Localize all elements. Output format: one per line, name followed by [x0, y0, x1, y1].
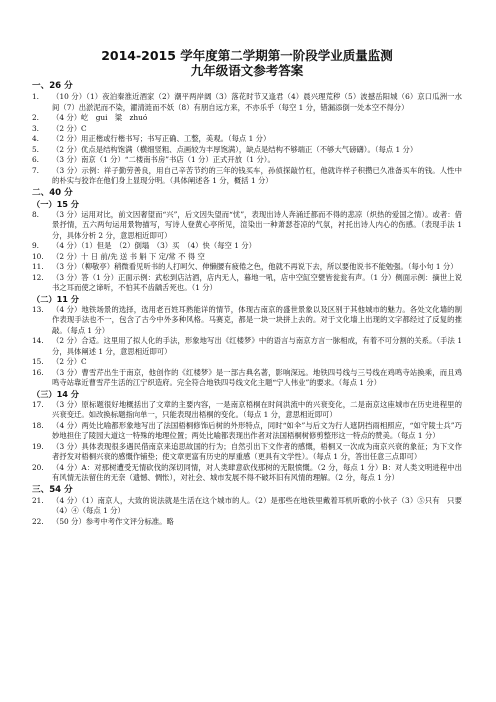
answer-text: （4 分）（1）但是 （2）倒塌 （3）买 （4）快（每空 1 分）	[52, 241, 256, 250]
answer-number: 14.	[32, 336, 44, 345]
answer-item	[32, 357, 462, 368]
answer-number: 5.	[32, 144, 40, 154]
answer-item	[32, 134, 462, 145]
answer-content	[32, 81, 462, 527]
answer-item	[32, 92, 462, 113]
answer-item	[32, 442, 462, 463]
answer-text: （3 分）示例：祥子勤劳善良，用自己辛苦节约的三年的钱买车，孙侦探敲竹杠，他就许样子积攒已久准备买车的钱。人性中的朴实与狡诈在他们身上显现分明。（具体阐述各 1 分，概括 1 分）	[52, 165, 462, 185]
answer-item	[32, 400, 462, 421]
answer-text: （4 分）屹 gui 粱 zhuó	[52, 113, 148, 122]
answer-number: 15.	[32, 357, 44, 366]
answer-item	[32, 463, 462, 484]
answer-number: 4.	[32, 134, 40, 143]
answer-text: （2 分）合适。这里用了拟人化的手法，形象地写出《红楼梦》中的语言与南京方言一脉相成，有着不可分割的关系。（手法 1 分，具体阐述 1 分，意思相近即可）	[52, 336, 462, 356]
answer-number: 16.	[32, 367, 44, 377]
answer-item	[32, 262, 462, 273]
answer-number: 19.	[32, 441, 44, 451]
answer-item	[32, 166, 462, 187]
answer-number: 3.	[32, 123, 40, 133]
answer-number: 10.	[32, 251, 44, 261]
answer-text: （2 分）C	[52, 123, 87, 133]
answer-text: （2 分）优点是结构饱满（横细竖粗、点画较为丰厚饱满），缺点是结构不够端正（不够大气磅礴）。（每点 1 分）	[52, 144, 418, 154]
answer-number: 17.	[32, 399, 44, 409]
answer-item	[32, 273, 462, 294]
answer-text: （2 分）用正楷或行楷书写；书写正确、工整，美观。（每点 1 分）	[52, 134, 271, 143]
answer-text: （3 分）答（1 分）正面示例：武松到店沽酒，店内无人，暮地一吼，店中空缸空甓皆瓮瓮有声。（1 分）侧面示例：摘世上说书之耳而使之谛听，不怕其不齿龋舌死也。（1 分）	[52, 272, 462, 292]
section-heading: 一、26 分	[32, 81, 73, 91]
answer-number: 12.	[32, 272, 44, 282]
answer-text: （3 分）运用对比，前文因奢望而“兴”，后文因失望而“忧”，表现出诗人奔涌迁都而不得的悲凉（炽热的爱国之情）。或者：借景抒情，五六两句运用景物描写，写诗人登黄心亭所见，渲染出一种萧瑟苍凉的气氛，衬托出诗人内心的伤感。（表现手法 1 分，具体分析 2 分，意思相近即可）	[52, 209, 462, 240]
answer-item	[32, 252, 462, 263]
answer-text: （10 分）（1）夜泊秦淮近酒家（2）潮平两岸阔（3）落花时节又逢君（4）晨兴理荒秽（5）波撼岳阳城（6）京口瓜洲一水间（7）出淤泥而不染，濯清涟而不妖（8）有朋自远方来，不亦乐乎（每空 1 分，错漏添倒一处本空不得分）	[52, 92, 462, 112]
answer-number: 6.	[32, 155, 40, 164]
answer-number: 2.	[32, 113, 40, 122]
answer-item	[32, 113, 462, 124]
answer-text: （3 分）原标题很好地概括出了文章的主要内容，一是南京梧桐在时间洪流中的兴衰变化，二是南京这座城市在历史进程里的兴衰变迁。如改换标题指向单一，只能表现出梧桐的变化。（每点 1 分，意思相近即可）	[52, 399, 462, 419]
answer-item	[32, 336, 462, 357]
answer-item	[32, 421, 462, 442]
answer-item	[32, 517, 462, 528]
answer-text: （4 分）（1）南京人，大致的说法就是生活在这个城市的人。（2）是那些在地铁里戴着耳机听歌的小伙子（3）⑤只有 只要（4）④（每点 1 分）	[52, 495, 462, 515]
answer-item	[32, 124, 462, 135]
answer-number: 21.	[32, 495, 44, 505]
answer-text: （3 分）南京（1 分）“二楼南书房”书店（1 分）正式开放（1 分）。	[52, 155, 275, 164]
answer-number: 11.	[32, 262, 44, 271]
document-title: 2014-2015 学年度第二学期第一阶段学业质量监测	[101, 48, 393, 63]
answer-number: 9.	[32, 241, 40, 250]
answer-text: （2 分）C	[52, 357, 87, 366]
answer-item	[32, 210, 462, 242]
answer-text: （3 分）曹雪芹出生于南京，他创作的《红楼梦》是一部古典名著，影响深远。地铁四号线与三号线在鸡鸣寺站换乘，而且鸡鸣寺站靠近曹雪芹生活的江宁织造府。完全符合地铁四号线文化主题“宁人伟业”的要求。（每点 1 分）	[52, 367, 462, 387]
answer-item	[32, 496, 462, 517]
answer-text: （3 分）（柳敬亭）稍微看见听书的人打呵欠、伸懒腰有疲倦之色，他就不再说下去，所以要他说书不能勉强。（每小句 1 分）	[52, 262, 458, 271]
answer-text: （50 分）参考中考作文评分标准。略	[52, 516, 174, 526]
subsection-heading: （三）14 分	[32, 388, 79, 399]
answer-number: 1.	[32, 92, 40, 101]
answer-number: 22.	[32, 516, 44, 526]
subsection-heading: （二）11 分	[32, 293, 79, 304]
answer-item	[32, 155, 462, 166]
section-heading: 三、54 分	[32, 484, 73, 495]
answer-text: （4 分）A：对那树遭受无情砍伐的深切同情，对人类肆意砍伐那树的无限愤慨。（2 分，每点 1 分）B：对人类文明进程中出有风情无法留住的无奈（遗憾、惆怅），对社会、城市发展不得不破坏旧有风情的理解。（2 分，每点 1 分）	[52, 462, 462, 482]
subsection-heading: （一）15 分	[32, 198, 79, 209]
answer-item	[32, 368, 462, 389]
answer-number: 20.	[32, 462, 44, 472]
document-subtitle: 九年级语文参考答案	[190, 63, 304, 78]
answer-item	[32, 305, 462, 337]
answer-text: （4 分）地铁场景的选择，选用老百姓耳熟能详的情节，体现古南京的盛世景象以及区别于其他城市的魅力。各处文化墙的制作表现手法也不一，包含了古今中外多种风格。马赛克，都是一块一块拼上去的。对于文化墙上出现的文字都经过了反复的推敲。（每点 1 分）	[52, 304, 462, 335]
answer-item	[32, 145, 462, 156]
answer-text: （2 分）十 日 前/先 送 书 斛 下 定/常 不 得 空	[52, 251, 205, 261]
answer-item	[32, 241, 462, 252]
answer-text: （3 分）具体表现很多遇民借南京来追思故国的行为；自然引出下文作者的感慨，梧桐又一次成为南京兴衰的象征；为下文作者抒发对梧桐兴衰的感慨作铺垫；使文章更富有历史的厚重感（更具有文学性）。（每点 1 分，答出任意三点即可）	[52, 441, 462, 461]
answer-number: 7.	[32, 165, 40, 175]
answer-number: 8.	[32, 209, 40, 219]
section-heading: 二、40 分	[32, 187, 73, 198]
answer-text: （4 分）两处比喻都形象地写出了法国梧桐修饰后树的外形特点，同时“如伞”与后文为行人遮阴挡雨相照应，“如守陵士兵”巧妙地担住了陵园大道这一特殊的地理位置；两处比喻都表现出作者对法国梧桐树修剪整形这一特点的赞美。（每点 1 分）	[52, 420, 462, 440]
answer-number: 13.	[32, 304, 44, 314]
answer-number: 18.	[32, 420, 44, 430]
